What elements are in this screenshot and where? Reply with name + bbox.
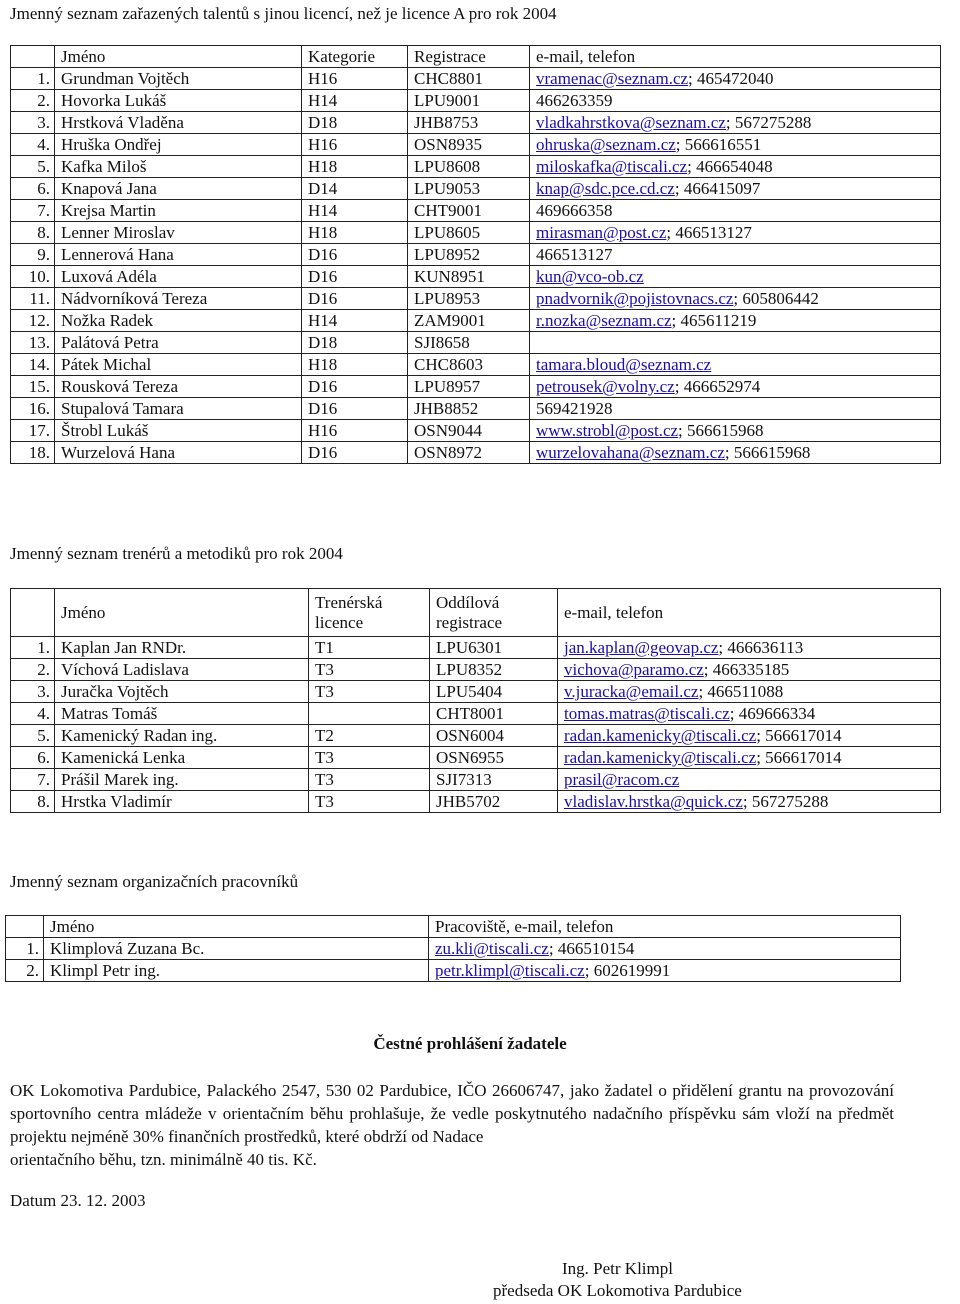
- declaration-body: [10, 1079, 894, 1148]
- row-number: 1.: [11, 68, 55, 90]
- registration-cell: OSN6955: [430, 747, 558, 769]
- table-row: [11, 442, 941, 464]
- table-row: [11, 288, 941, 310]
- separator: ;: [698, 682, 708, 701]
- contact-cell: [530, 354, 941, 376]
- header-num: [11, 46, 55, 68]
- license-cell: T3: [309, 681, 430, 703]
- table-row: [11, 376, 941, 398]
- table-row: [11, 200, 941, 222]
- talents-header-row: [11, 46, 941, 68]
- declaration-title: Čestné prohlášení žadatele: [373, 1034, 567, 1053]
- license-cell: T3: [309, 791, 430, 813]
- email-link[interactable]: vladislav.hrstka@quick.cz: [564, 792, 743, 811]
- registration-cell: KUN8951: [408, 266, 530, 288]
- signer-title: předseda OK Lokomotiva Pardubice: [493, 1281, 742, 1300]
- email-link[interactable]: miloskafka@tiscali.cz: [536, 157, 688, 176]
- table-row: [11, 68, 941, 90]
- separator: ;: [756, 726, 766, 745]
- separator: ;: [718, 638, 728, 657]
- contact-cell: [530, 398, 941, 420]
- name-cell: Palátová Petra: [55, 332, 302, 354]
- registration-cell: SJI7313: [430, 769, 558, 791]
- separator: ;: [548, 939, 558, 958]
- trainers-heading: Jmenný seznam trenérů a metodiků pro rok 2004: [10, 544, 343, 563]
- category-cell: H14: [302, 90, 408, 112]
- registration-cell: OSN9044: [408, 420, 530, 442]
- table-row: [11, 398, 941, 420]
- table-row: [11, 769, 941, 791]
- table-row: [11, 266, 941, 288]
- email-link[interactable]: kun@vco-ob.cz: [536, 267, 644, 286]
- phone-number: 469666358: [536, 201, 613, 220]
- license-cell: T3: [309, 747, 430, 769]
- phone-number: 466652974: [683, 377, 761, 396]
- row-number: 17.: [11, 420, 55, 442]
- name-cell: Kaplan Jan RNDr.: [55, 637, 309, 659]
- header-contact: e-mail, telefon: [530, 46, 941, 68]
- row-number: 12.: [11, 310, 55, 332]
- name-cell: Kamenický Radan ing.: [55, 725, 309, 747]
- table-row: [11, 659, 941, 681]
- contact-cell: [530, 90, 941, 112]
- name-cell: Luxová Adéla: [55, 266, 302, 288]
- table-row: [11, 681, 941, 703]
- name-cell: Kamenická Lenka: [55, 747, 309, 769]
- contact-cell: [530, 332, 941, 354]
- phone-number: 605806442: [742, 289, 819, 308]
- name-cell: Nádvorníková Tereza: [55, 288, 302, 310]
- row-number: 9.: [11, 244, 55, 266]
- row-number: 5.: [11, 725, 55, 747]
- category-cell: D16: [302, 288, 408, 310]
- registration-cell: LPU9001: [408, 90, 530, 112]
- declaration-date: Datum 23. 12. 2003: [10, 1191, 146, 1210]
- contact-cell: [558, 725, 941, 747]
- contact-cell: [530, 244, 941, 266]
- name-cell: Kafka Miloš: [55, 156, 302, 178]
- row-number: 3.: [11, 681, 55, 703]
- registration-cell: LPU8952: [408, 244, 530, 266]
- registration-cell: LPU6301: [430, 637, 558, 659]
- category-cell: H16: [302, 134, 408, 156]
- license-cell: T3: [309, 659, 430, 681]
- table-row: [11, 244, 941, 266]
- row-number: 7.: [11, 200, 55, 222]
- table-row: [11, 747, 941, 769]
- separator: ;: [756, 748, 766, 767]
- separator: ;: [703, 660, 713, 679]
- registration-cell: SJI8658: [408, 332, 530, 354]
- declaration-body-text: OK Lokomotiva Pardubice, Palackého 2547, 530 02 Pardubice, IČO 26606747, jako žadatel o přidělení grantu na provozování sportovního centra mládeže v orientačním běhu prohlašuje, že vedle poskytnutého nadačního příspěvku sám vloží na předmět projektu nejméně 30% finančních prostředků, které obdrží od Nadace: [10, 1081, 894, 1146]
- table-row: [11, 637, 941, 659]
- contact-cell: [558, 747, 941, 769]
- contact-cell: [429, 938, 901, 960]
- registration-cell: LPU9053: [408, 178, 530, 200]
- header-name: Jméno: [55, 46, 302, 68]
- table-row: [6, 960, 901, 982]
- registration-cell: JHB8852: [408, 398, 530, 420]
- registration-cell: JHB8753: [408, 112, 530, 134]
- contact-cell: [558, 769, 941, 791]
- email-link[interactable]: zu.kli@tiscali.cz: [435, 939, 549, 958]
- name-cell: Grundman Vojtěch: [55, 68, 302, 90]
- phone-number: 466513127: [675, 223, 752, 242]
- contact-cell: [530, 288, 941, 310]
- header-license: Trenérská licence: [309, 589, 430, 637]
- email-link[interactable]: ohruska@seznam.cz: [536, 135, 676, 154]
- header-num: [6, 916, 44, 938]
- table-row: [11, 420, 941, 442]
- table-row: [11, 222, 941, 244]
- row-number: 6.: [11, 747, 55, 769]
- contact-cell: [530, 266, 941, 288]
- header-contact: e-mail, telefon: [558, 589, 941, 637]
- row-number: 3.: [11, 112, 55, 134]
- email-link[interactable]: radan.kamenicky@tiscali.cz: [564, 748, 757, 767]
- name-cell: Matras Tomáš: [55, 703, 309, 725]
- phone-number: 602619991: [593, 961, 671, 980]
- table-row: [11, 725, 941, 747]
- row-number: 2.: [11, 90, 55, 112]
- contact-cell: [558, 703, 941, 725]
- name-cell: Hovorka Lukáš: [55, 90, 302, 112]
- registration-cell: CHC8801: [408, 68, 530, 90]
- separator: ;: [671, 311, 681, 330]
- separator: ;: [674, 179, 684, 198]
- contact-cell: [558, 659, 941, 681]
- phone-number: 465611219: [680, 311, 757, 330]
- table-row: [11, 310, 941, 332]
- name-cell: Nožka Radek: [55, 310, 302, 332]
- email-link[interactable]: wurzelovahana@seznam.cz: [536, 443, 725, 462]
- name-cell: Lennerová Hana: [55, 244, 302, 266]
- row-number: 18.: [11, 442, 55, 464]
- phone-number: 469666334: [738, 704, 816, 723]
- contact-cell: [530, 200, 941, 222]
- header-name: Jméno: [55, 589, 309, 637]
- email-link[interactable]: tomas.matras@tiscali.cz: [564, 704, 730, 723]
- email-link[interactable]: tamara.bloud@seznam.cz: [536, 355, 712, 374]
- registration-cell: OSN8972: [408, 442, 530, 464]
- phone-number: 466513127: [536, 245, 613, 264]
- separator: ;: [724, 443, 734, 462]
- email-link[interactable]: knap@sdc.pce.cd.cz: [536, 179, 675, 198]
- phone-number: 566615968: [687, 421, 764, 440]
- table-row: [11, 354, 941, 376]
- phone-number: 567275288: [751, 792, 829, 811]
- contact-cell: [530, 376, 941, 398]
- header-name: Jméno: [44, 916, 429, 938]
- row-number: 14.: [11, 354, 55, 376]
- category-cell: D18: [302, 112, 408, 134]
- table-row: [11, 90, 941, 112]
- contact-cell: [530, 112, 941, 134]
- registration-cell: LPU5404: [430, 681, 558, 703]
- license-cell: [309, 703, 430, 725]
- row-number: 6.: [11, 178, 55, 200]
- row-number: 5.: [11, 156, 55, 178]
- name-cell: Pátek Michal: [55, 354, 302, 376]
- separator: ;: [674, 377, 684, 396]
- header-registration: Oddílová registrace: [430, 589, 558, 637]
- table-row: [11, 134, 941, 156]
- row-number: 11.: [11, 288, 55, 310]
- contact-cell: [429, 960, 901, 982]
- registration-cell: OSN8935: [408, 134, 530, 156]
- table-row: [11, 332, 941, 354]
- email-link[interactable]: vichova@paramo.cz: [564, 660, 704, 679]
- email-link[interactable]: r.nozka@seznam.cz: [536, 311, 672, 330]
- category-cell: D16: [302, 398, 408, 420]
- name-cell: Hrstková Vladěna: [55, 112, 302, 134]
- name-cell: Lenner Miroslav: [55, 222, 302, 244]
- row-number: 15.: [11, 376, 55, 398]
- category-cell: H18: [302, 156, 408, 178]
- category-cell: D18: [302, 332, 408, 354]
- separator: ;: [729, 704, 739, 723]
- name-cell: Knapová Jana: [55, 178, 302, 200]
- email-link[interactable]: jan.kaplan@geovap.cz: [564, 638, 719, 657]
- name-cell: Prášil Marek ing.: [55, 769, 309, 791]
- separator: ;: [725, 113, 735, 132]
- name-cell: Hruška Ondřej: [55, 134, 302, 156]
- row-number: 4.: [11, 703, 55, 725]
- email-link[interactable]: www.strobl@post.cz: [536, 421, 679, 440]
- license-cell: T2: [309, 725, 430, 747]
- category-cell: H18: [302, 222, 408, 244]
- category-cell: D16: [302, 244, 408, 266]
- phone-number: 566616551: [684, 135, 762, 154]
- separator: ;: [742, 792, 752, 811]
- email-link[interactable]: radan.kamenicky@tiscali.cz: [564, 726, 757, 745]
- category-cell: D16: [302, 266, 408, 288]
- phone-number: 566617014: [765, 748, 842, 767]
- trainers-table: [10, 588, 941, 813]
- table-row: [11, 791, 941, 813]
- registration-cell: LPU8953: [408, 288, 530, 310]
- email-link[interactable]: petrousek@volny.cz: [536, 377, 675, 396]
- email-link[interactable]: vladkahrstkova@seznam.cz: [536, 113, 726, 132]
- registration-cell: CHT9001: [408, 200, 530, 222]
- header-category: Kategorie: [302, 46, 408, 68]
- table-row: [11, 178, 941, 200]
- phone-number: 465472040: [697, 69, 774, 88]
- registration-cell: LPU8957: [408, 376, 530, 398]
- talents-table: [10, 45, 941, 464]
- phone-number: 466335185: [712, 660, 790, 679]
- phone-number: 466510154: [557, 939, 635, 958]
- table-row: [11, 156, 941, 178]
- staff-heading: Jmenný seznam organizačních pracovníků: [10, 872, 299, 891]
- email-link[interactable]: prasil@racom.cz: [564, 770, 680, 789]
- registration-cell: LPU8605: [408, 222, 530, 244]
- row-number: 2.: [11, 659, 55, 681]
- row-number: 7.: [11, 769, 55, 791]
- row-number: 1.: [11, 637, 55, 659]
- staff-header-row: [6, 916, 901, 938]
- name-cell: Krejsa Martin: [55, 200, 302, 222]
- contact-cell: [530, 420, 941, 442]
- contact-cell: [530, 156, 941, 178]
- row-number: 1.: [6, 938, 44, 960]
- category-cell: D14: [302, 178, 408, 200]
- category-cell: D16: [302, 442, 408, 464]
- separator: ;: [678, 421, 688, 440]
- phone-number: 466636113: [727, 638, 804, 657]
- phone-number: 566615968: [733, 443, 811, 462]
- name-cell: Rousková Tereza: [55, 376, 302, 398]
- registration-cell: LPU8608: [408, 156, 530, 178]
- registration-cell: JHB5702: [430, 791, 558, 813]
- phone-number: 569421928: [536, 399, 613, 418]
- contact-cell: [530, 310, 941, 332]
- row-number: 13.: [11, 332, 55, 354]
- signer-name: Ing. Petr Klimpl: [562, 1259, 673, 1278]
- name-cell: Klimplová Zuzana Bc.: [44, 938, 429, 960]
- name-cell: Hrstka Vladimír: [55, 791, 309, 813]
- separator: ;: [666, 223, 676, 242]
- name-cell: Juračka Vojtěch: [55, 681, 309, 703]
- registration-cell: ZAM9001: [408, 310, 530, 332]
- phone-number: 466415097: [683, 179, 761, 198]
- category-cell: H18: [302, 354, 408, 376]
- contact-cell: [530, 68, 941, 90]
- declaration-body-last-text: orientačního běhu, tzn. minimálně 40 tis. Kč.: [10, 1150, 317, 1169]
- phone-number: 466263359: [536, 91, 613, 110]
- row-number: 10.: [11, 266, 55, 288]
- separator: ;: [688, 69, 698, 88]
- category-cell: H16: [302, 420, 408, 442]
- row-number: 16.: [11, 398, 55, 420]
- name-cell: Stupalová Tamara: [55, 398, 302, 420]
- registration-cell: CHT8001: [430, 703, 558, 725]
- registration-cell: OSN6004: [430, 725, 558, 747]
- contact-cell: [558, 681, 941, 703]
- separator: ;: [687, 157, 697, 176]
- row-number: 8.: [11, 791, 55, 813]
- header-registration: Registrace: [408, 46, 530, 68]
- name-cell: Klimpl Petr ing.: [44, 960, 429, 982]
- separator: ;: [675, 135, 685, 154]
- name-cell: Štrobl Lukáš: [55, 420, 302, 442]
- registration-cell: CHC8603: [408, 354, 530, 376]
- declaration-body-last: [10, 1148, 894, 1171]
- contact-cell: [530, 222, 941, 244]
- license-cell: T3: [309, 769, 430, 791]
- category-cell: H14: [302, 310, 408, 332]
- contact-cell: [530, 134, 941, 156]
- contact-cell: [558, 791, 941, 813]
- header-contact: Pracoviště, e-mail, telefon: [429, 916, 901, 938]
- separator: ;: [733, 289, 743, 308]
- table-row: [6, 938, 901, 960]
- registration-cell: LPU8352: [430, 659, 558, 681]
- table-row: [11, 112, 941, 134]
- email-link[interactable]: pnadvornik@pojistovnacs.cz: [536, 289, 734, 308]
- category-cell: D16: [302, 376, 408, 398]
- category-cell: H14: [302, 200, 408, 222]
- name-cell: Wurzelová Hana: [55, 442, 302, 464]
- phone-number: 566617014: [765, 726, 842, 745]
- contact-cell: [530, 442, 941, 464]
- email-link[interactable]: mirasman@post.cz: [536, 223, 667, 242]
- email-link[interactable]: v.juracka@email.cz: [564, 682, 699, 701]
- category-cell: H16: [302, 68, 408, 90]
- name-cell: Víchová Ladislava: [55, 659, 309, 681]
- row-number: 2.: [6, 960, 44, 982]
- phone-number: 567275288: [734, 113, 812, 132]
- row-number: 4.: [11, 134, 55, 156]
- contact-cell: [558, 637, 941, 659]
- trainers-header-row: [11, 589, 941, 637]
- staff-table: [5, 915, 901, 982]
- talents-heading: Jmenný seznam zařazených talentů s jinou licencí, než je licence A pro rok 2004: [10, 4, 557, 23]
- phone-number: 466654048: [696, 157, 773, 176]
- license-cell: T1: [309, 637, 430, 659]
- email-link[interactable]: petr.klimpl@tiscali.cz: [435, 961, 585, 980]
- phone-number: 466511088: [707, 682, 784, 701]
- separator: ;: [584, 961, 594, 980]
- row-number: 8.: [11, 222, 55, 244]
- email-link[interactable]: vramenac@seznam.cz: [536, 69, 689, 88]
- header-num: [11, 589, 55, 637]
- contact-cell: [530, 178, 941, 200]
- table-row: [11, 703, 941, 725]
